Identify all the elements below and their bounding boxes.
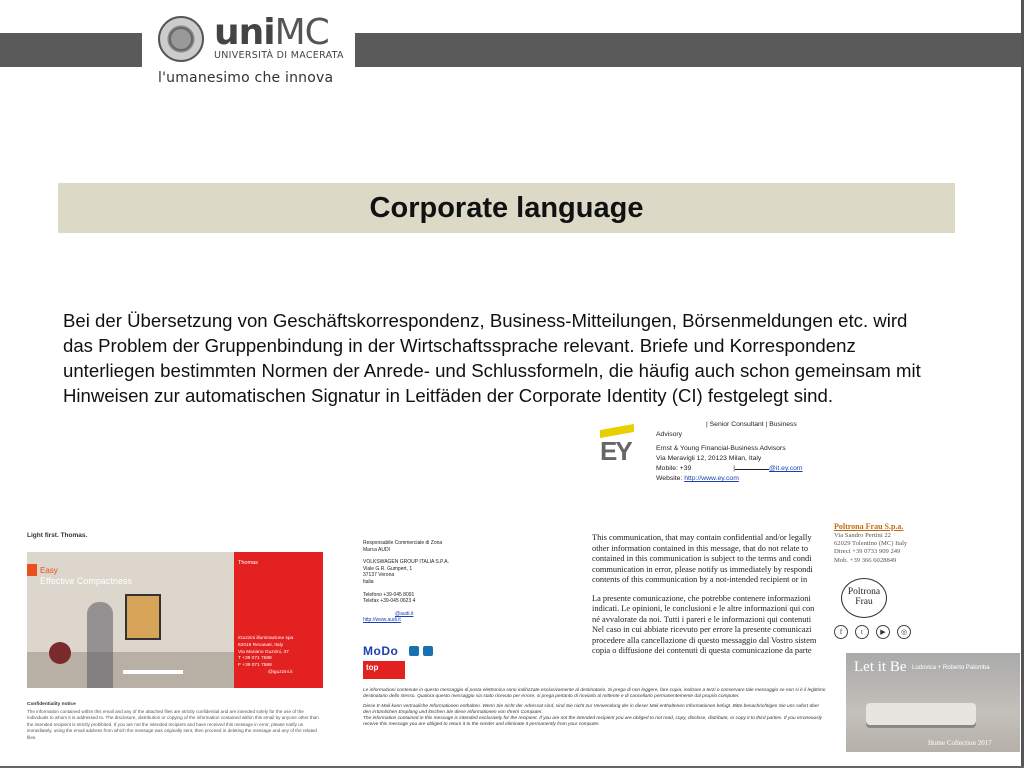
university-logo — [142, 8, 355, 94]
iguzzini-signature — [27, 530, 323, 740]
ey-line: | Senior Consultant | Business — [706, 421, 797, 428]
header-band-right — [355, 33, 1024, 67]
sofa-image — [866, 703, 976, 725]
iguzzini-conf-text: The information contained within this email and any of the attached files are strictly confidential and are intended solely for the use of the individuals to whom it is addressed to. The disclosure, distribution or copying of the information contained within this email by anyone other than the intended recipient is strictly prohibited. If you are not the intended recipient and have received this message in error, please notify us immediately, using the email address from which the message was originally sent, then proceed in deleting the message and any of the related files. — [27, 709, 319, 740]
header-band-left — [0, 33, 142, 67]
modo-logo: MoDo — [363, 644, 399, 658]
linkedin-icon[interactable] — [423, 646, 433, 656]
slide-body-text: Bei der Übersetzung von Geschäftskorrespondenz, Business-Mitteilungen, Börsenmeldungen etc. wird das Problem der Gruppenbindung in der Wirtschaftssprache relevant. Briefe und Korrespondenz unterliegen bestimmten Normen der Anrede- und Schlussformeln, die häufig auch schon gemeinsam mit Hinweisen zur automatischen Signatur in Leitfäden der Corporate Identity (CI) festgelegt sind. — [63, 310, 921, 406]
university-seal-icon — [158, 16, 204, 62]
ad-collection: Home Collection 2017 — [928, 739, 992, 747]
ey-website: Website: http://www.ey.com — [656, 475, 739, 482]
poltrona-frau-signature: Poltrona Frau S.p.a. Via Sandro Pertini 22 62029 Tolentino (MC) Italy Direct +39 0733 909 249 Mob. +39 366 6028849 Poltrona Frau f t ▶ ◎ Let it Be Ludovica + Roberto Palomba Home Collection 2017 — [833, 520, 1019, 752]
twitter-icon[interactable]: t — [855, 625, 869, 639]
youtube-icon[interactable]: ▶ — [876, 625, 890, 639]
twitter-icon[interactable] — [409, 646, 419, 656]
ad-title: Let it Be — [854, 659, 907, 675]
let-it-be-ad[interactable] — [846, 653, 1020, 752]
frau-company-name[interactable]: Poltrona Frau S.p.a. — [834, 522, 904, 531]
iguzzini-conf-title: Confidentiality notice — [27, 702, 76, 707]
iguzzini-easy: Easy — [40, 566, 58, 575]
slide-title: Corporate language — [369, 191, 644, 224]
facebook-icon[interactable]: f — [834, 625, 848, 639]
iguzzini-photo — [27, 552, 234, 688]
tagline: l'umanesimo che innova — [158, 70, 334, 86]
iguzzini-contact-panel: Thomas iGuzzini illuminazione spa 62019 Recanati, Italy Via Mariano Guzzini, 37 T +39 071 7588 F +39 071 7588 @iguzzini.it — [234, 552, 323, 688]
brand-wordmark: uniMC UNIVERSITÀ DI MACERATA — [214, 12, 344, 61]
ey-line: Advisory — [656, 431, 683, 438]
confidentiality-notice: This communication, that may contain confidential and/or legally other information contained in this message, that do not relate to contained in this communication is subject to the terms and condi communication in error, please notify us immediately by respondi contents of this communication by a not-intended recipient or in La presente comunicazione, che potrebbe contenere informazioni indicati. Le opinioni, le conclusioni e le altre informazioni qui con né avvalorate da noi. Tutti i pareri e le informazioni qui contenuti Nel caso in cui abbiate ricevuto per errore la presente comunicazi procedere alla cancellazione di questo messaggio dal Vostro sistem copia o diffusione dei contenuti di questa comunicazione da parte — [592, 533, 817, 655]
vw-legal-notice: Le informazioni contenute in questo messaggio di posta elettronica sono indirizzate esclusivamente al destinatario. Si prega di non leggere, fare copia, inoltrare a terzi o conservare tale messaggio se non si è il legittimo destinatario dello stesso. Qualora questo messaggio sia stato ricevuto per errore, si prega pertanto di rinviarlo al mittente e di cancellarlo permanentemente dal proprio computer. Diese E-Mail kann vertrauliche Informationen enthalten. Wenn Sie nicht der Adressat sind, sind Sie nicht zur Verwendung der in dieser Mail enthaltenen Informationen befugt. Bitte benachrichtigen Sie uns sofort über den irrtümlichen Empfang und löschen Sie diese Informationen von Ihrem Computer. The information contained in this message is intended exclusively for the recipient. If you are not the intended recipient you are obliged to not read, copy, disclose, distribute, or copy it to third parties. If you erroneously receive this message you are obliged to return it to the sender and eliminate it permanently from your computer. — [363, 688, 826, 728]
title-bar — [58, 183, 955, 233]
ey-logo: EY — [600, 436, 631, 466]
iguzzini-heading: Light first. Thomas. — [27, 532, 88, 539]
ey-website-link[interactable]: http://www.ey.com — [684, 475, 739, 482]
poltrona-frau-logo: Poltrona Frau — [841, 578, 887, 618]
top-badge: top — [363, 661, 405, 679]
ad-designers: Ludovica + Roberto Palomba — [912, 665, 990, 671]
iguzzini-effective: Effective Compactness — [40, 576, 132, 586]
instagram-icon[interactable]: ◎ — [897, 625, 911, 639]
vw-email-link[interactable]: @audi.it — [395, 610, 414, 617]
ey-line: Via Meravigli 12, 20123 Milan, Italy — [656, 455, 762, 462]
vw-signature: Responsabile Commerciale di Zona Marca AUDI VOLKSWAGEN GROUP ITALIA S.P.A. Viale G.R. Gumpert, 1 37137 Verona Italia Telefono +39-045 8091 Telefax +39-045 0623 4 @audi.it http://www.audi.it MoDo top Le informazioni contenute in questo messaggio di posta elettronica sono indirizzate esclusivamente al destinatario. Si prega di non leggere, fare copia, inoltrare a terzi o conservare tale messaggio se non si è il legittimo destinatario dello stesso. Qualora questo messaggio sia stato ricevuto per errore, si prega pertanto di rinviarlo al mittente e di cancellarlo permanentemente dal proprio computer. Diese E-Mail kann vertrauliche Informationen enthalten. Wenn Sie nicht der Adressat sind, sind Sie nicht zur Verwendung der in dieser Mail enthaltenen Informationen befugt. Bitte benachrichtigen Sie uns sofort über den irrtümlichen Empfang und löschen Sie diese Informationen von Ihrem Computer. The information contained in this message is intended exclusively for the recipient. If you are not the intended recipient you are obliged to not read, copy, disclose, distribute, or copy it to third parties. If you erroneously receive this message you are obliged to return it to the sender and eliminate it permanently from your computer. — [363, 540, 828, 740]
ey-mobile: Mobile: +39 | @it.ey.com — [656, 465, 803, 472]
ey-line: Ernst & Young Financial-Business Advisors — [656, 445, 786, 452]
vw-web-link[interactable]: http://www.audi.it — [363, 617, 401, 624]
ey-signature — [596, 418, 826, 488]
brand-subtitle: UNIVERSITÀ DI MACERATA — [214, 50, 344, 61]
